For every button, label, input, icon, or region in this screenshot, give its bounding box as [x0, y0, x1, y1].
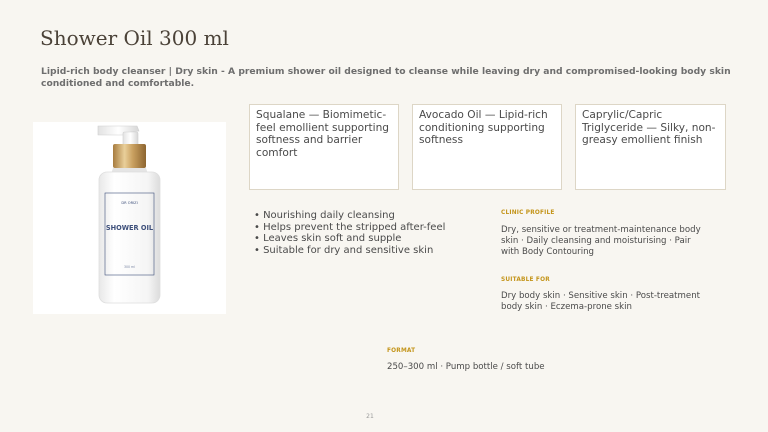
shower-oil-bottle-icon	[33, 122, 226, 314]
bottle-brand: DR ORIZI	[121, 201, 138, 205]
list-item: • Nourishing daily cleansing	[254, 210, 494, 222]
ingredient-text: Avocado Oil — Lipid-rich conditioning supporting softness	[419, 109, 548, 146]
suitable-for-text: Dry body skin · Sensitive skin · Post-treatment body skin · Eczema-prone skin	[501, 291, 701, 312]
ingredient-card	[412, 104, 562, 190]
benefits-list	[254, 210, 494, 257]
clinic-profile-label: CLINIC PROFILE	[501, 210, 555, 216]
format-text: 250–300 ml · Pump bottle / soft tube	[387, 362, 545, 372]
page-number: 21	[366, 413, 374, 420]
page-title: Shower Oil 300 ml	[40, 26, 229, 50]
ingredient-text: Caprylic/Capric Triglyceride — Silky, non-greasy emollient finish	[582, 109, 716, 146]
ingredient-text: Squalane — Biomimetic-feel emollient supporting softness and barrier comfort	[256, 109, 390, 159]
suitable-for-label: SUITABLE FOR	[501, 277, 550, 283]
bottle-product-name: SHOWER OIL	[105, 224, 154, 232]
format-label: FORMAT	[387, 348, 416, 354]
product-image	[33, 122, 226, 314]
list-item: • Suitable for dry and sensitive skin	[254, 245, 494, 257]
clinic-profile-text: Dry, sensitive or treatment-maintenance body skin · Daily cleansing and moisturising · Pair with Body Contouring	[501, 225, 701, 257]
ingredient-card	[249, 104, 399, 190]
ingredient-card	[575, 104, 726, 190]
list-item: • Leaves skin soft and supple	[254, 233, 494, 245]
list-item: • Helps prevent the stripped after-feel	[254, 222, 494, 234]
bottle-volume: 300 ml	[123, 265, 136, 269]
page-subtitle: Lipid-rich body cleanser | Dry skin - A premium shower oil designed to cleanse while leaving dry and compromised-looking body skin conditioned and comfortable.	[41, 66, 731, 89]
